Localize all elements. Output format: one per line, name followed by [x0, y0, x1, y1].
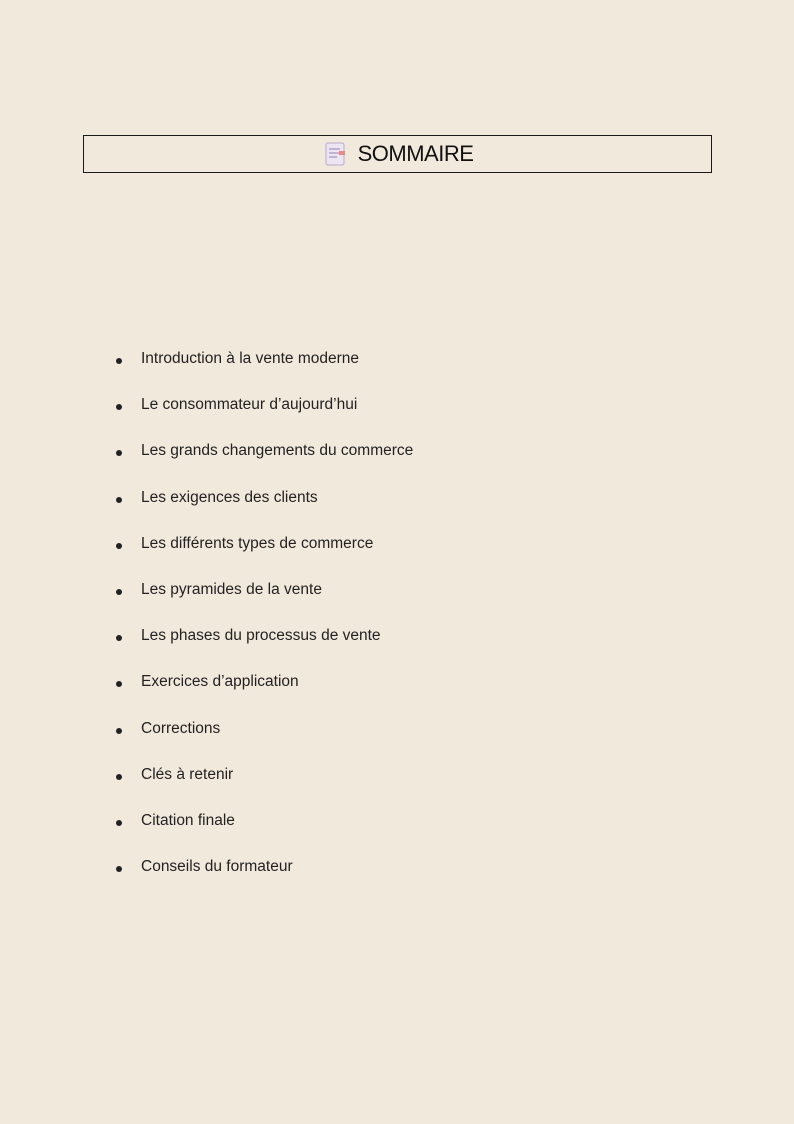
- toc-item: [116, 812, 413, 858]
- bullet-icon: [116, 589, 122, 595]
- bullet-icon: [116, 866, 122, 872]
- toc-item-label: Exercices d’application: [141, 673, 299, 691]
- page-title: SOMMAIRE: [357, 141, 474, 166]
- toc-item: [116, 442, 413, 488]
- toc-item: [116, 858, 413, 904]
- toc-item-label: Les exigences des clients: [141, 488, 318, 506]
- toc-item-label: Corrections: [141, 719, 221, 737]
- summary-title-box: [83, 135, 712, 173]
- toc-item: [116, 673, 413, 719]
- bullet-icon: [116, 681, 122, 687]
- toc-item: [116, 766, 413, 812]
- document-list-icon: [322, 140, 348, 168]
- toc-item: [116, 489, 413, 535]
- bullet-icon: [116, 404, 122, 410]
- bullet-icon: [116, 358, 122, 364]
- toc-item-label: Clés à retenir: [141, 765, 234, 783]
- bullet-icon: [116, 497, 122, 503]
- toc-item: [116, 581, 413, 627]
- table-of-contents: [116, 350, 413, 904]
- toc-item: [116, 720, 413, 766]
- bullet-icon: [116, 728, 122, 734]
- bullet-icon: [116, 635, 122, 641]
- bullet-icon: [116, 543, 122, 549]
- toc-item-label: Introduction à la vente moderne: [141, 350, 359, 367]
- bullet-icon: [116, 450, 122, 456]
- toc-item-label: Citation finale: [141, 811, 235, 829]
- bullet-icon: [116, 774, 122, 780]
- toc-item-label: Les phases du processus de vente: [141, 627, 381, 645]
- toc-item-label: Les pyramides de la vente: [141, 580, 322, 598]
- toc-item-label: Les différents types de commerce: [141, 534, 374, 552]
- toc-item-label: Conseils du formateur: [141, 858, 293, 876]
- toc-item-label: Le consommateur d’aujourd’hui: [141, 396, 358, 414]
- toc-item: [116, 350, 413, 396]
- bullet-icon: [116, 820, 122, 826]
- toc-item: [116, 396, 413, 442]
- toc-item: [116, 535, 413, 581]
- toc-item-label: Les grands changements du commerce: [141, 442, 414, 460]
- toc-item: [116, 627, 413, 673]
